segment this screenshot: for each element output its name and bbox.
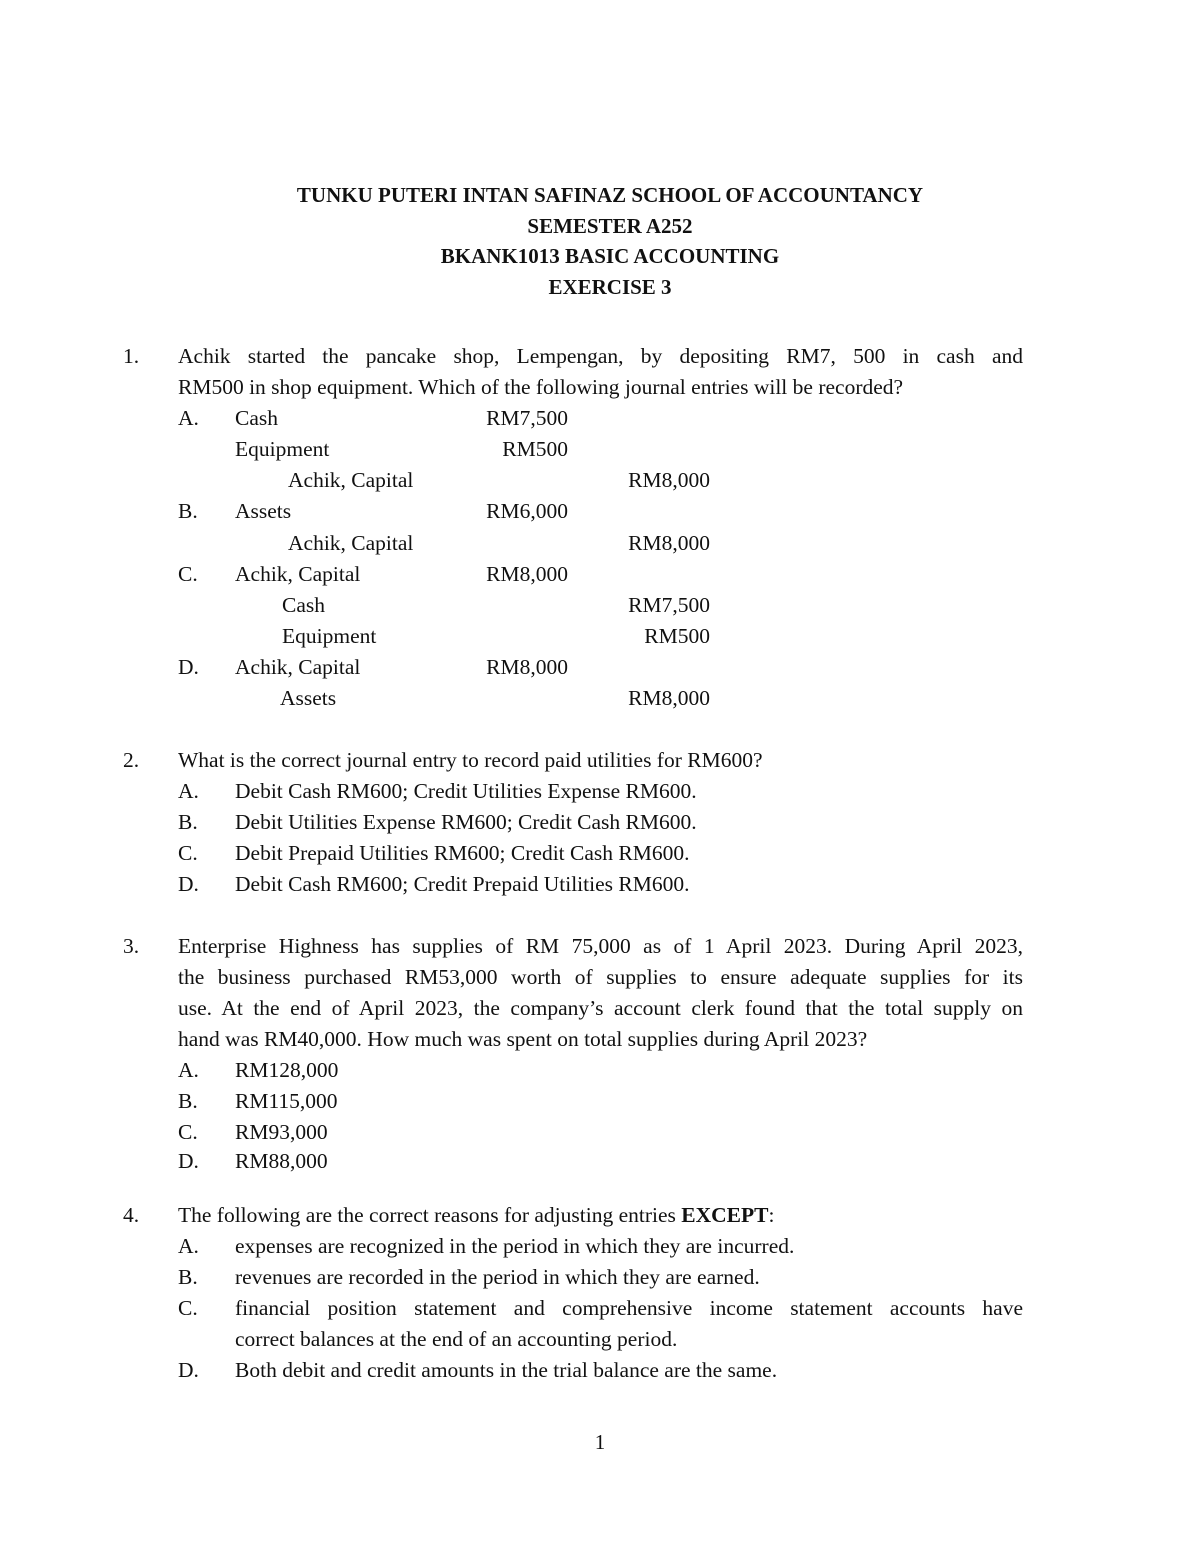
question-3-text-line1: Enterprise Highness has supplies of RM 75,000 as of 1 April 2023. During April 2023, <box>178 934 1023 958</box>
exercise-title: EXERCISE 3 <box>548 274 672 299</box>
q2-option-b-letter: B. <box>178 810 198 834</box>
q3-option-d-text: RM88,000 <box>235 1149 328 1173</box>
q4-option-b-text: revenues are recorded in the period in which they are earned. <box>235 1265 760 1289</box>
q1-d-account-capital: Achik, Capital <box>235 655 361 679</box>
q1-option-b-letter: B. <box>178 499 198 523</box>
q1-b-credit-capital: RM8,000 <box>628 531 710 555</box>
question-4-except-keyword: EXCEPT <box>681 1203 769 1227</box>
q1-c-credit-cash: RM7,500 <box>628 593 710 617</box>
question-1-text-line2: RM500 in shop equipment. Which of the following journal entries will be recorded? <box>178 375 904 399</box>
question-2-text: What is the correct journal entry to record paid utilities for RM600? <box>178 748 763 772</box>
q1-c-debit-capital: RM8,000 <box>486 562 568 586</box>
q4-option-d-text: Both debit and credit amounts in the trial balance are the same. <box>235 1358 778 1382</box>
q1-c-account-cash: Cash <box>282 593 325 617</box>
q3-option-a-text: RM128,000 <box>235 1058 339 1082</box>
q1-a-account-capital: Achik, Capital <box>288 468 414 492</box>
q3-option-c-letter: C. <box>178 1120 198 1144</box>
question-3-number: 3. <box>123 934 140 958</box>
q1-b-account-capital: Achik, Capital <box>288 531 414 555</box>
q3-option-a-letter: A. <box>178 1058 199 1082</box>
q4-option-c-letter: C. <box>178 1296 198 1320</box>
q1-b-debit-assets: RM6,000 <box>486 499 568 523</box>
question-2-number: 2. <box>123 748 140 772</box>
q3-option-d-letter: D. <box>178 1149 199 1173</box>
q1-d-debit-capital: RM8,000 <box>486 655 568 679</box>
semester: SEMESTER A252 <box>527 213 693 238</box>
q1-option-c-letter: C. <box>178 562 198 586</box>
q1-a-debit-cash: RM7,500 <box>486 406 568 430</box>
school-name: TUNKU PUTERI INTAN SAFINAZ SCHOOL OF ACCOUNTANCY <box>296 183 924 207</box>
document-header <box>0 180 1200 302</box>
q4-option-c-text-line2: correct balances at the end of an accounting period. <box>235 1327 678 1351</box>
q1-option-d-letter: D. <box>178 655 199 679</box>
question-3-text-line3: use. At the end of April 2023, the company’s account clerk found that the total supply on <box>178 996 1023 1020</box>
q1-a-debit-equipment: RM500 <box>502 437 568 461</box>
q2-option-d-text: Debit Cash RM600; Credit Prepaid Utilities RM600. <box>235 872 690 896</box>
question-4-text-end: : <box>768 1203 775 1227</box>
page-number: 1 <box>594 1430 606 1454</box>
question-3-text-line4: hand was RM40,000. How much was spent on total supplies during April 2023? <box>178 1027 868 1051</box>
course-title: BKANK1013 BASIC ACCOUNTING <box>440 244 780 268</box>
q1-c-credit-equipment: RM500 <box>644 624 710 648</box>
q1-c-account-equipment: Equipment <box>282 624 377 648</box>
q2-option-b-text: Debit Utilities Expense RM600; Credit Cash RM600. <box>235 810 697 834</box>
question-1-number: 1. <box>123 344 140 368</box>
q1-d-credit-assets: RM8,000 <box>628 686 710 710</box>
q3-option-b-letter: B. <box>178 1089 198 1113</box>
question-3-text-line2: the business purchased RM53,000 worth of supplies to ensure adequate supplies for its <box>178 965 1023 989</box>
q4-option-d-letter: D. <box>178 1358 199 1382</box>
q1-a-account-cash: Cash <box>235 406 278 430</box>
question-4-text <box>178 1200 1023 1231</box>
q3-option-c-text: RM93,000 <box>235 1120 328 1144</box>
q2-option-c-text: Debit Prepaid Utilities RM600; Credit Cash RM600. <box>235 841 690 865</box>
q4-option-c-text-line1: financial position statement and comprehensive income statement accounts have <box>235 1296 1023 1320</box>
q4-option-a-letter: A. <box>178 1234 199 1258</box>
q1-option-a-letter: A. <box>178 406 199 430</box>
q1-b-account-assets: Assets <box>235 499 292 523</box>
question-1-text-line1: Achik started the pancake shop, Lempengan, by depositing RM7, 500 in cash and <box>178 344 1023 368</box>
q2-option-a-text: Debit Cash RM600; Credit Utilities Expense RM600. <box>235 779 697 803</box>
question-4-text-start: The following are the correct reasons for adjusting entries <box>178 1203 682 1227</box>
q2-option-c-letter: C. <box>178 841 198 865</box>
q2-option-d-letter: D. <box>178 872 199 896</box>
q1-a-credit-capital: RM8,000 <box>628 468 710 492</box>
q3-option-b-text: RM115,000 <box>235 1089 338 1113</box>
q4-option-a-text: expenses are recognized in the period in which they are incurred. <box>235 1234 795 1258</box>
q1-a-account-equipment: Equipment <box>235 437 330 461</box>
question-4-number: 4. <box>123 1203 140 1227</box>
q2-option-a-letter: A. <box>178 779 199 803</box>
q1-c-account-capital: Achik, Capital <box>235 562 361 586</box>
q4-option-b-letter: B. <box>178 1265 198 1289</box>
q1-d-account-assets: Assets <box>280 686 337 710</box>
